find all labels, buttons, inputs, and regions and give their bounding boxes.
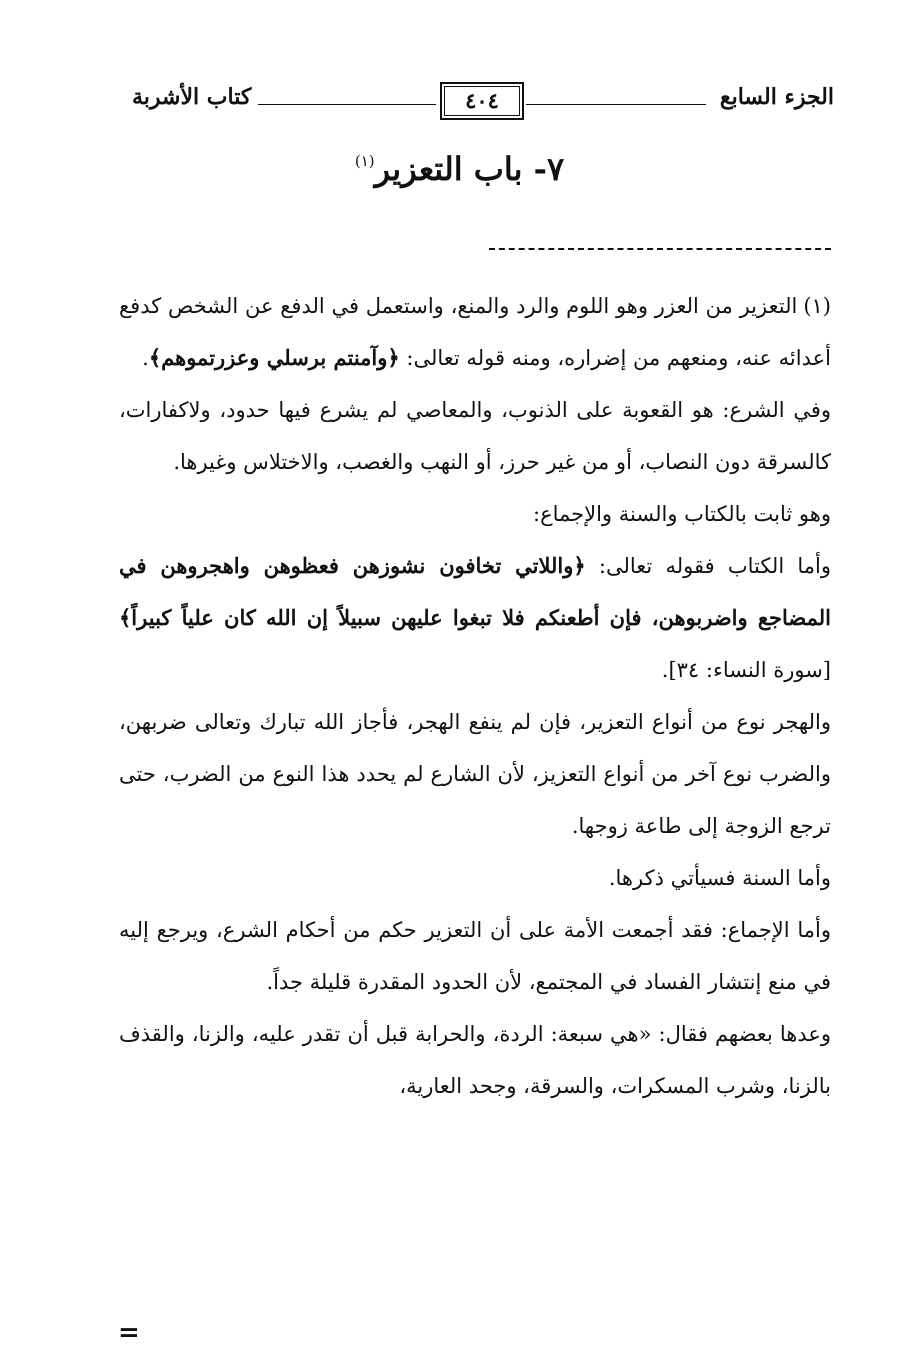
quran-quote: ﴿وآمنتم برسلي وعزرتموهم﴾ [148, 345, 400, 370]
footnote-body [119, 280, 831, 1112]
quran-quote: ﴿واللاتي تخافون نشوزهن فعظوهن واهجروهن في المضاجع واضربوهن، فإن أطعنكم فلا تبغوا عليهن سبيلاً إن الله كان علياً كبيراً﴾ [119, 553, 831, 630]
surah-reference: [سورة النساء: ٣٤]. [661, 658, 831, 682]
volume-label: الجزء السابع [719, 84, 834, 110]
footnote-text: وأما الكتاب فقوله تعالى: [598, 554, 831, 578]
footnote-paragraph [119, 540, 831, 696]
footnote-text: التعزير من العزر وهو اللوم والرد والمنع، واستعمل في الدفع عن الشخص كدفع أعدائه عنه، ومنعهم من إضراره، ومنه قوله تعالى: [119, 294, 831, 370]
header-rule-left [258, 104, 436, 105]
footnote-paragraph: وفي الشرع: هو القعوبة على الذنوب، والمعاصي لم يشرع فيها حدود، ولاكفارات، كالسرقة دون النصاب، أو من غير حرز، أو النهب والغصب، والاختلاس وغيرها. [119, 398, 831, 474]
header-rule-right [526, 104, 706, 105]
footnote-number: (١) [803, 294, 831, 318]
chapter-title-text: ٧- باب التعزير [374, 150, 565, 188]
footnote-paragraph: والهجر نوع من أنواع التعزير، فإن لم ينفع الهجر، فأجاز الله تبارك وتعالى ضربهن، والضرب نوع آخر من أنواع التعزيز، لأن الشارع لم يحدد هذا النوع من الضرب، حتى ترجع الزوجة إلى طاعة زوجها. [119, 710, 831, 838]
book-label: كتاب الأشربة [132, 84, 252, 110]
footnote-reference: (١) [354, 152, 375, 170]
footnote-text: . [142, 346, 149, 370]
footnote-paragraph: وعدها بعضهم فقال: «هي سبعة: الردة، والحرابة قبل أن تقدر عليه، والزنا، والقذف بالزنا، وشرب المسكرات، والسرقة، وجحد العارية، [119, 1022, 831, 1098]
running-header [118, 78, 838, 122]
page-number: ٤٠٤ [440, 82, 524, 120]
footnote-separator [489, 248, 831, 250]
continuation-mark: = [118, 1318, 140, 1348]
footnote-paragraph: وهو ثابت بالكتاب والسنة والإجماع: [533, 502, 831, 526]
chapter-title [0, 150, 919, 188]
footnote-paragraph [119, 280, 831, 384]
footnote-paragraph: وأما السنة فسيأتي ذكرها. [608, 866, 831, 890]
footnote-paragraph: وأما الإجماع: فقد أجمعت الأمة على أن التعزير حكم من أحكام الشرع، ويرجع إليه في منع إنتشار الفساد في المجتمع، لأن الحدود المقدرة قليلة جداً. [119, 918, 831, 994]
